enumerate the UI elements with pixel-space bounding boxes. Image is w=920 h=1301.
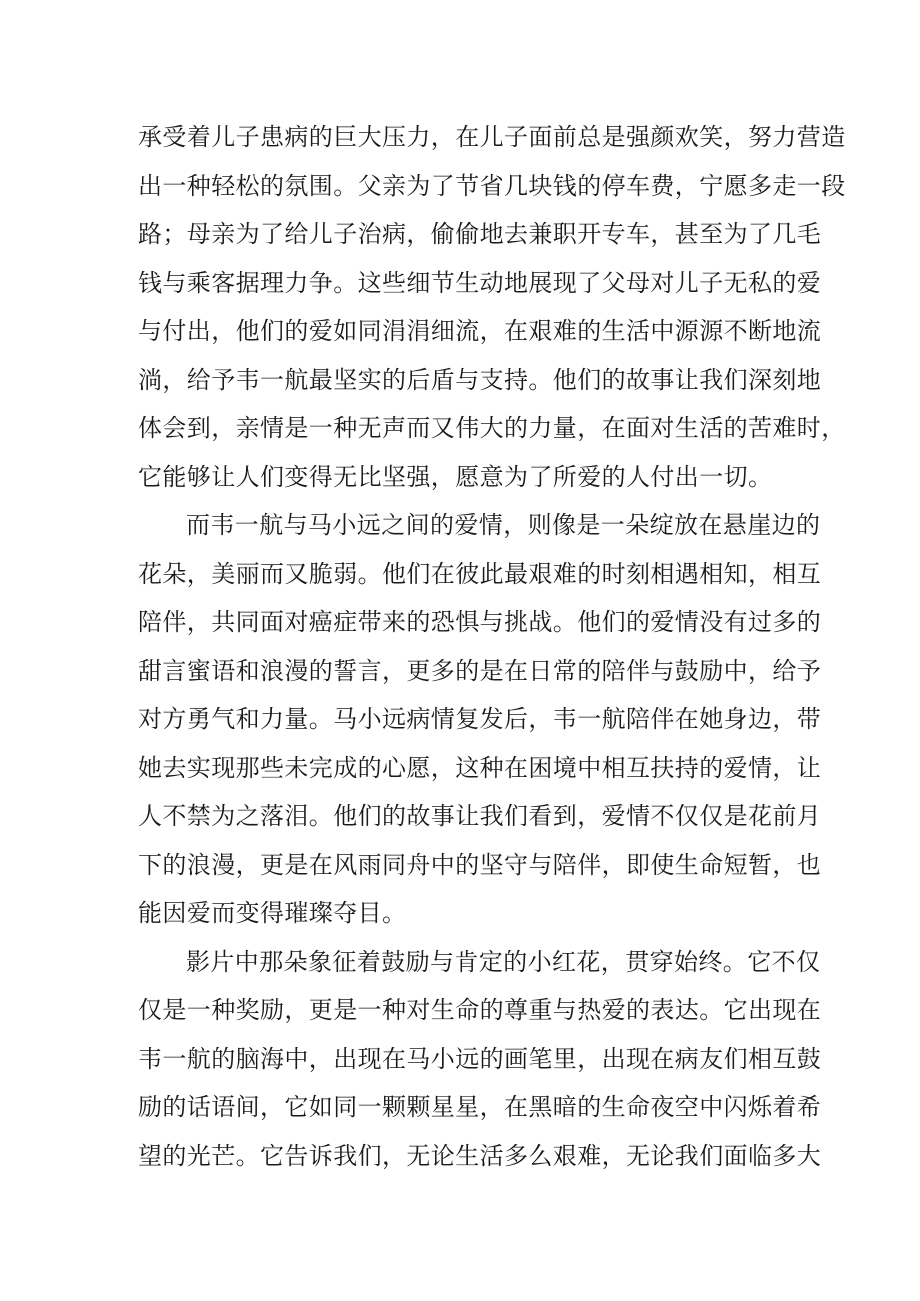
paragraph-3 [138, 938, 822, 1181]
document-body [138, 113, 846, 1180]
text-line: 对方勇气和力量。马小远病情复发后，韦一航陪伴在她身边，带 [138, 705, 822, 733]
text-line: 与付出，他们的爱如同涓涓细流，在艰难的生活中源源不断地流 [138, 317, 822, 345]
text-line: 出一种轻松的氛围。父亲为了节省几块钱的停车费，宁愿多走一段 [138, 171, 846, 200]
text-line: 钱与乘客据理力争。这些细节生动地展现了父母对儿子无私的爱 [138, 268, 822, 297]
paragraph-1 [138, 113, 846, 501]
text-line: 下的浪漫，更是在风雨同舟中的坚守与陪伴，即使生命短暂，也 [138, 850, 822, 879]
text-line: 甜言蜜语和浪漫的誓言，更多的是在日常的陪伴与鼓励中，给予 [138, 656, 822, 685]
text-line: 仅是一种奖励，更是一种对生命的尊重与热爱的表达。它出现在 [138, 996, 822, 1024]
text-line: 她去实现那些未完成的心愿，这种在困境中相互扶持的爱情，让 [138, 753, 822, 782]
paragraph-2 [138, 501, 822, 938]
text-line: 它能够让人们变得无比坚强，愿意为了所爱的人付出一切。 [138, 462, 773, 491]
text-line: 望的光芒。它告诉我们，无论生活多么艰难，无论我们面临多大 [138, 1141, 822, 1170]
text-line: 淌，给予韦一航最坚实的后盾与支持。他们的故事让我们深刻地 [138, 365, 822, 394]
text-line: 人不禁为之落泪。他们的故事让我们看到，爱情不仅仅是花前月 [138, 802, 822, 830]
text-line: 励的话语间，它如同一颗颗星星，在黑暗的生命夜空中闪烁着希 [138, 1093, 822, 1121]
text-line: 能因爱而变得璀璨夺目。 [138, 899, 407, 927]
text-line: 体会到，亲情是一种无声而又伟大的力量，在面对生活的苦难时， [138, 414, 846, 442]
text-line: 影片中那朵象征着鼓励与肯定的小红花，贯穿始终。它不仅 [186, 947, 821, 976]
text-line: 花朵，美丽而又脆弱。他们在彼此最艰难的时刻相遇相知，相互 [138, 559, 822, 588]
text-line: 承受着儿子患病的巨大压力，在儿子面前总是强颜欢笑，努力营造 [138, 123, 846, 151]
text-line: 陪伴，共同面对癌症带来的恐惧与挑战。他们的爱情没有过多的 [138, 608, 822, 636]
text-line: 路；母亲为了给儿子治病，偷偷地去兼职开专车，甚至为了几毛 [138, 220, 822, 248]
text-line: 韦一航的脑海中，出现在马小远的画笔里，出现在病友们相互鼓 [138, 1044, 822, 1073]
text-line: 而韦一航与马小远之间的爱情，则像是一朵绽放在悬崖边的 [186, 511, 821, 539]
